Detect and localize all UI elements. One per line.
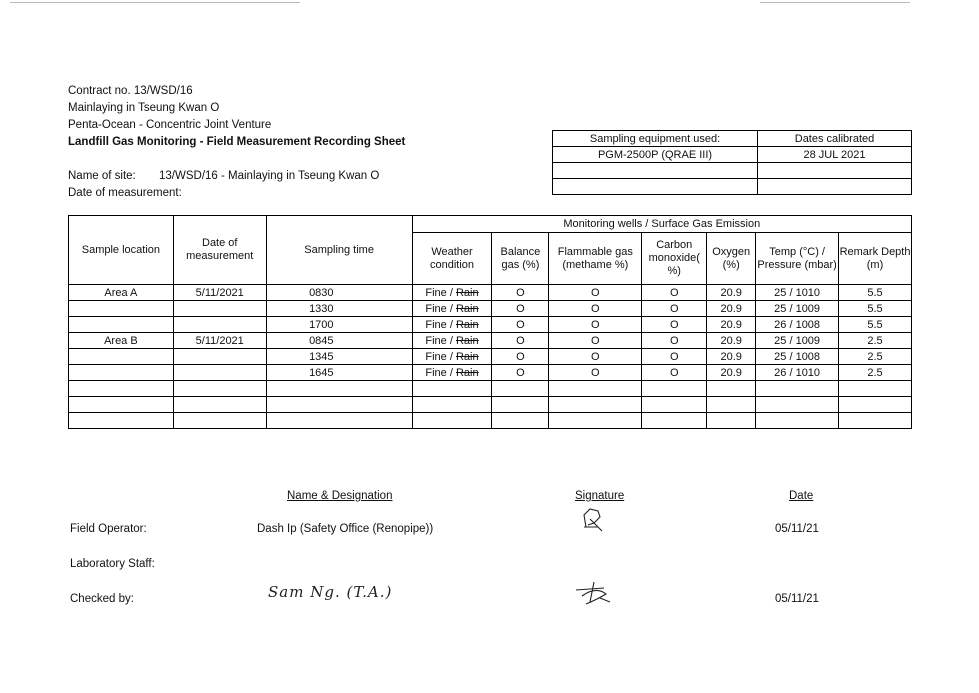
calibration-header: Dates calibrated — [758, 131, 912, 147]
cell-date: 5/11/2021 — [173, 333, 266, 349]
cell-temp — [756, 397, 839, 413]
cell-oxygen — [707, 413, 756, 429]
weather-rain-struck: Rain — [455, 318, 479, 331]
equipment-table — [552, 130, 912, 195]
cell-time — [266, 413, 412, 429]
cell-balance — [492, 413, 549, 429]
cell-location — [69, 301, 174, 317]
cell-time — [266, 397, 412, 413]
cell-oxygen — [707, 397, 756, 413]
cell-carbon — [642, 397, 707, 413]
equipment-row — [553, 179, 912, 195]
cell-location — [69, 397, 174, 413]
equipment-row — [553, 163, 912, 179]
cell-location — [69, 317, 174, 333]
cell-oxygen: 20.9 — [707, 285, 756, 301]
table-row — [69, 333, 912, 349]
calibration-date-cell: 28 JUL 2021 — [758, 147, 912, 163]
cell-location — [69, 381, 174, 397]
checked-by-handwritten-name: Sam Ng. (T.A.) — [268, 583, 393, 601]
equipment-row — [553, 147, 912, 163]
weather-fine: Fine / — [425, 334, 456, 347]
cell-flammable: O — [549, 301, 642, 317]
cell-balance — [492, 381, 549, 397]
weather-rain-struck: Rain — [455, 350, 479, 363]
cell-date: 5/11/2021 — [173, 285, 266, 301]
equipment-header: Sampling equipment used: — [553, 131, 758, 147]
weather-rain-struck: Rain — [455, 366, 479, 379]
header-flammable: Flammable gas (methame %) — [549, 233, 642, 285]
header-oxygen: Oxygen (%) — [707, 233, 756, 285]
weather-fine: Fine / — [425, 366, 456, 379]
cell-remark: 2.5 — [839, 365, 912, 381]
project-name: Mainlaying in Tseung Kwan O — [68, 102, 220, 114]
cell-flammable: O — [549, 333, 642, 349]
cell-balance — [492, 397, 549, 413]
header-time: Sampling time — [266, 216, 412, 285]
cell-balance: O — [492, 365, 549, 381]
table-row — [69, 413, 912, 429]
header-date: Date of measurement — [173, 216, 266, 285]
weather-fine: Fine / — [425, 286, 456, 299]
table-row — [69, 301, 912, 317]
cell-date — [173, 381, 266, 397]
cell-remark: 5.5 — [839, 301, 912, 317]
cell-time — [266, 381, 412, 397]
cell-time: 1330 — [266, 301, 412, 317]
equipment-cell — [553, 179, 758, 195]
checked-by-label: Checked by: — [70, 593, 134, 605]
table-row — [69, 365, 912, 381]
cell-weather — [412, 365, 492, 381]
cell-date — [173, 349, 266, 365]
cell-temp — [756, 413, 839, 429]
cell-temp: 26 / 1010 — [756, 365, 839, 381]
cell-flammable: O — [549, 349, 642, 365]
contractor-name: Penta-Ocean - Concentric Joint Venture — [68, 119, 272, 131]
cell-remark — [839, 381, 912, 397]
cell-flammable: O — [549, 317, 642, 333]
header-balance: Balance gas (%) — [492, 233, 549, 285]
cell-temp: 25 / 1010 — [756, 285, 839, 301]
cell-balance: O — [492, 333, 549, 349]
cell-temp: 25 / 1009 — [756, 301, 839, 317]
equipment-cell: PGM-2500P (QRAE III) — [553, 147, 758, 163]
field-operator-date: 05/11/21 — [775, 523, 819, 535]
cell-time: 1700 — [266, 317, 412, 333]
cell-location: Area A — [69, 285, 174, 301]
cell-location — [69, 365, 174, 381]
cell-date — [173, 413, 266, 429]
cell-carbon: O — [642, 365, 707, 381]
header-weather: Weather condition — [412, 233, 492, 285]
cell-carbon: O — [642, 301, 707, 317]
date-header: Date — [789, 490, 814, 502]
scan-artifact — [10, 2, 300, 3]
checked-by-date: 05/11/21 — [775, 593, 819, 605]
table-row — [69, 317, 912, 333]
table-row — [69, 397, 912, 413]
cell-carbon: O — [642, 349, 707, 365]
cell-temp: 25 / 1008 — [756, 349, 839, 365]
cell-location — [69, 413, 174, 429]
cell-oxygen — [707, 381, 756, 397]
signature-header: Signature — [575, 490, 625, 502]
cell-carbon: O — [642, 333, 707, 349]
cell-flammable — [549, 413, 642, 429]
cell-weather — [412, 397, 492, 413]
field-operator-label: Field Operator: — [70, 523, 147, 535]
cell-time: 1345 — [266, 349, 412, 365]
cell-oxygen: 20.9 — [707, 365, 756, 381]
weather-fine: Fine / — [425, 302, 456, 315]
cell-oxygen: 20.9 — [707, 317, 756, 333]
cell-flammable — [549, 397, 642, 413]
cell-oxygen: 20.9 — [707, 301, 756, 317]
cell-weather — [412, 349, 492, 365]
cell-carbon — [642, 381, 707, 397]
cell-weather — [412, 413, 492, 429]
cell-balance: O — [492, 285, 549, 301]
site-value: 13/WSD/16 - Mainlaying in Tseung Kwan O — [159, 170, 380, 182]
sheet-title: Landfill Gas Monitoring - Field Measurement Recording Sheet — [68, 136, 406, 148]
cell-weather — [412, 285, 492, 301]
cell-remark — [839, 413, 912, 429]
table-row — [69, 349, 912, 365]
cell-temp — [756, 381, 839, 397]
cell-flammable — [549, 381, 642, 397]
cell-date — [173, 365, 266, 381]
name-designation-header: Name & Designation — [287, 490, 393, 502]
cell-carbon — [642, 413, 707, 429]
equipment-cell — [553, 163, 758, 179]
checked-by-signature — [572, 578, 616, 608]
cell-date — [173, 397, 266, 413]
header-location: Sample location — [69, 216, 174, 285]
cell-location: Area B — [69, 333, 174, 349]
cell-carbon: O — [642, 317, 707, 333]
cell-weather — [412, 381, 492, 397]
cell-flammable: O — [549, 285, 642, 301]
cell-oxygen: 20.9 — [707, 333, 756, 349]
cell-balance: O — [492, 317, 549, 333]
header-group: Monitoring wells / Surface Gas Emission — [412, 216, 911, 233]
cell-location — [69, 349, 174, 365]
cell-remark — [839, 397, 912, 413]
weather-rain-struck: Rain — [455, 334, 479, 347]
cell-temp: 26 / 1008 — [756, 317, 839, 333]
field-operator-name: Dash Ip (Safety Office (Renopipe)) — [257, 523, 434, 535]
calibration-date-cell — [758, 163, 912, 179]
site-label: Name of site: — [68, 170, 136, 182]
measurement-table — [68, 215, 912, 429]
cell-balance: O — [492, 349, 549, 365]
cell-weather — [412, 317, 492, 333]
cell-remark: 2.5 — [839, 333, 912, 349]
cell-time: 1645 — [266, 365, 412, 381]
laboratory-staff-label: Laboratory Staff: — [70, 558, 155, 570]
cell-temp: 25 / 1009 — [756, 333, 839, 349]
weather-fine: Fine / — [425, 350, 456, 363]
field-operator-signature — [578, 505, 608, 535]
cell-remark: 5.5 — [839, 285, 912, 301]
weather-rain-struck: Rain — [455, 286, 479, 299]
cell-time: 0830 — [266, 285, 412, 301]
weather-fine: Fine / — [425, 318, 456, 331]
scan-artifact — [760, 2, 910, 3]
header-carbon: Carbon monoxide( %) — [642, 233, 707, 285]
cell-date — [173, 301, 266, 317]
cell-date — [173, 317, 266, 333]
cell-balance: O — [492, 301, 549, 317]
header-remark: Remark Depth (m) — [839, 233, 912, 285]
cell-flammable: O — [549, 365, 642, 381]
header-temp: Temp (°C) / Pressure (mbar) — [756, 233, 839, 285]
table-row — [69, 381, 912, 397]
contract-number: Contract no. 13/WSD/16 — [68, 85, 193, 97]
cell-remark: 5.5 — [839, 317, 912, 333]
weather-rain-struck: Rain — [455, 302, 479, 315]
cell-time: 0845 — [266, 333, 412, 349]
cell-weather — [412, 333, 492, 349]
cell-remark: 2.5 — [839, 349, 912, 365]
table-row — [69, 285, 912, 301]
cell-oxygen: 20.9 — [707, 349, 756, 365]
calibration-date-cell — [758, 179, 912, 195]
measurement-date-label: Date of measurement: — [68, 187, 182, 199]
cell-carbon: O — [642, 285, 707, 301]
cell-weather — [412, 301, 492, 317]
